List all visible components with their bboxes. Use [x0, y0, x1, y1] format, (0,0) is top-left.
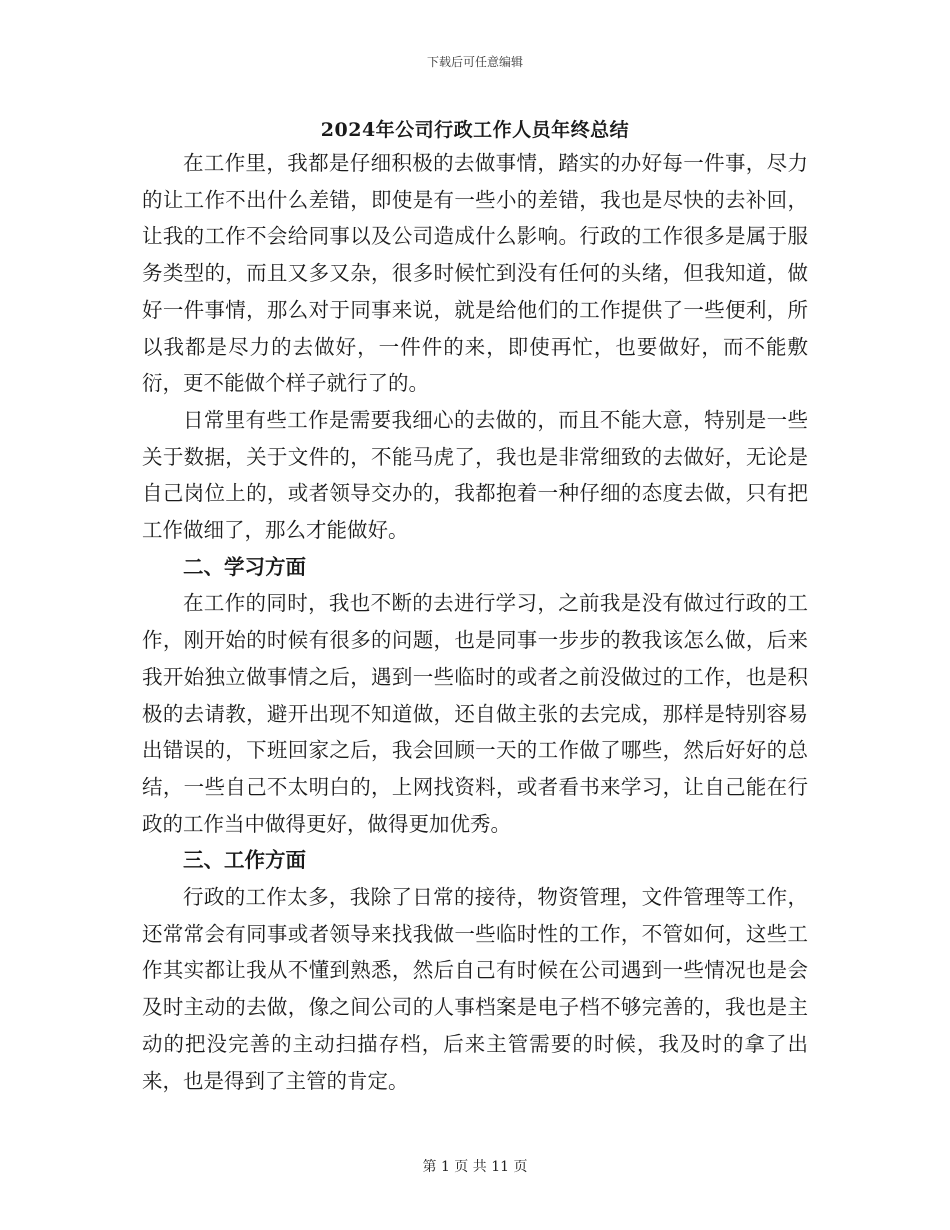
document-body	[142, 145, 808, 1099]
section-heading-learning: 二、学习方面	[183, 554, 306, 579]
section-heading-work: 三、工作方面	[183, 848, 306, 873]
paragraph-learning: 在工作的同时，我也不断的去进行学习，之前我是没有做过行政的工作，刚开始的时候有很多的问题，也是同事一步步的教我该怎么做，后来我开始独立做事情之后，遇到一些临时的或者之前没做过的工作，也是积极的去请教，避开出现不知道做，还自做主张的去完成，那样是特别容易出错误的，下班回家之后，我会回顾一天的工作做了哪些，然后好好的总结，一些自己不太明白的，上网找资料，或者看书来学习，让自己能在行政的工作当中做得更好，做得更加优秀。	[142, 591, 808, 836]
document-title: 2024年公司行政工作人员年终总结	[320, 119, 630, 141]
paragraph-attention-detail: 日常里有些工作是需要我细心的去做的，而且不能大意，特别是一些关于数据，关于文件的，不能马虎了，我也是非常细致的去做好，无论是自己岗位上的，或者领导交办的，我都抱着一种仔细的态度去做，只有把工作做细了，那么才能做好。	[142, 407, 808, 543]
paragraph-work-attitude: 在工作里，我都是仔细积极的去做事情，踏实的办好每一件事，尽力的让工作不出什么差错，即使是有一些小的差错，我也是尽快的去补回，让我的工作不会给同事以及公司造成什么影响。行政的工作很多是属于服务类型的，而且又多又杂，很多时候忙到没有任何的头绪，但我知道，做好一件事情，那么对于同事来说，就是给他们的工作提供了一些便利，所以我都是尽力的去做好，一件件的来，即使再忙，也要做好，而不能敷衍，更不能做个样子就行了的。	[142, 151, 808, 396]
page-number-footer: 第 1 页 共 11 页	[422, 1159, 528, 1175]
page-header-note: 下载后可任意编辑	[426, 55, 523, 69]
paragraph-work: 行政的工作太多，我除了日常的接待，物资管理，文件管理等工作，还常常会有同事或者领导来找我做一些临时性的工作，不管如何，这些工作其实都让我从不懂到熟悉，然后自己有时候在公司遇到一些情况也是会及时主动的去做，像之间公司的人事档案是电子档不够完善的，我也是主动的把没完善的主动扫描存档，后来主管需要的时候，我及时的拿了出来，也是得到了主管的肯定。	[142, 885, 808, 1093]
